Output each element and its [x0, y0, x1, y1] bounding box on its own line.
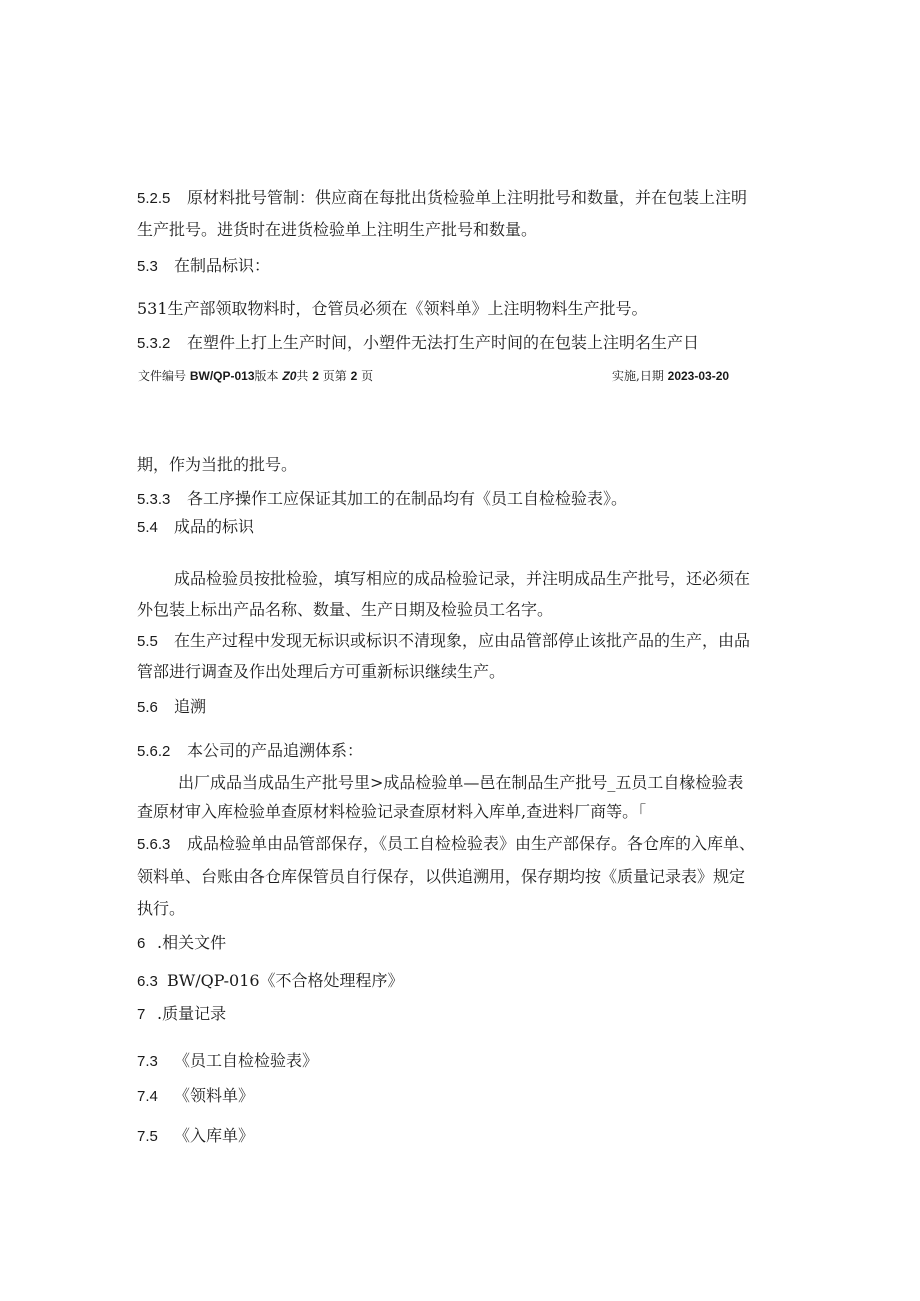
section-number: 7 — [137, 1006, 146, 1023]
para-5-4 — [137, 517, 254, 538]
para-5-2-5-line2 — [137, 220, 537, 240]
para-text: BW/QP-016《不合格处理程序》 — [167, 971, 404, 990]
para-number: 5.6.3 — [137, 836, 171, 853]
para-text: 在制品标识： — [174, 256, 271, 275]
para-5-4-body-line1 — [174, 569, 750, 589]
para-5-6-3-line2 — [137, 867, 745, 887]
footer-date: 2023-03-20 — [667, 369, 730, 383]
para-number: 5.6.2 — [137, 743, 171, 760]
para-text: 各工序操作工应保证其加工的在制品均有《员工自检检验表》。 — [187, 489, 628, 508]
para-text: 期，作为当批的批号。 — [137, 455, 298, 474]
para-text: 原材料批号管制：供应商在每批出货检验单上注明批号和数量，并在包装上注明 — [187, 188, 748, 207]
para-number: 5.2.5 — [137, 190, 171, 207]
para-text: 成品检验员按批检验，填写相应的成品检验记录，并注明成品生产批号，还必须在 — [174, 569, 751, 588]
para-number: 5.3.3 — [137, 491, 171, 508]
para-number: 7.5 — [137, 1128, 158, 1145]
footer-page-number: 2 — [350, 369, 358, 383]
para-text: 出厂成品当成品生产批号里>成品检验单—邑在制品生产批号_五员工自椽检验表 — [178, 773, 744, 792]
para-number: 6.3 — [137, 973, 158, 990]
para-number: 5.4 — [137, 519, 158, 536]
para-text: 执行。 — [137, 899, 186, 918]
footer-docno-label: 文件编号 — [138, 369, 187, 383]
para-5-3-2-line1 — [137, 333, 699, 354]
para-text: 本公司的产品追溯体系： — [187, 741, 364, 760]
para-5-3-2-line2 — [137, 455, 297, 475]
para-5-6-3-line1 — [137, 834, 755, 855]
page-footer — [138, 367, 758, 385]
para-text: 《员工自检检验表》 — [174, 1051, 319, 1070]
para-text: 生产批号。进货时在进货检验单上注明生产批号和数量。 — [137, 220, 538, 239]
para-number: 7.3 — [137, 1053, 158, 1070]
para-6-3 — [137, 971, 404, 992]
para-text: 531生产部领取物料时，仓管员必须在《领料单》上注明物料生产批号。 — [137, 299, 648, 318]
para-text: 在塑件上打上生产时间，小塑件无法打生产时间的在包装上注明名生产日 — [187, 333, 700, 352]
para-5-3-1 — [137, 299, 648, 319]
footer-date-block — [612, 367, 729, 385]
section-6-heading — [137, 933, 226, 954]
footer-total-pages: 2 — [312, 369, 319, 383]
para-5-5-line2 — [137, 662, 505, 682]
para-5-6-2-body-line2 — [137, 802, 646, 822]
para-5-4-body-line2 — [137, 600, 553, 620]
section-title: .质量记录 — [157, 1004, 227, 1023]
para-text: 领料单、台账由各仓库保管员自行保存，以供追溯用，保存期均按《质量记录表》规定 — [137, 867, 746, 886]
para-text: 成品的标识 — [174, 517, 255, 536]
footer-date-label: 实施,日期 — [612, 369, 664, 383]
para-number: 7.4 — [137, 1088, 158, 1105]
para-text: 查原材审入库检验单查原材料检验记录查原材料入库单,查进料厂商等。「 — [137, 802, 647, 821]
footer-page-label: 页第 — [322, 369, 347, 383]
para-5-6-3-line3 — [137, 899, 185, 919]
para-text: 管部进行调查及作出处理后方可重新标识继续生产。 — [137, 662, 506, 681]
footer-page-end: 页 — [361, 369, 374, 383]
para-5-6-2 — [137, 741, 363, 762]
para-7-4 — [137, 1086, 254, 1107]
footer-version: Z0 — [282, 369, 297, 383]
para-5-5-line1 — [137, 631, 750, 652]
para-number: 5.5 — [137, 633, 158, 650]
para-number: 5.6 — [137, 699, 158, 716]
para-5-3-3 — [137, 489, 627, 510]
footer-docno: BW/QP-013 — [189, 369, 255, 383]
para-text: 《领料单》 — [174, 1086, 255, 1105]
para-text: 追溯 — [174, 697, 207, 716]
para-7-5 — [137, 1126, 254, 1147]
para-5-6 — [137, 697, 206, 718]
para-text: 外包装上标出产品名称、数量、生产日期及检验员工名字。 — [137, 600, 554, 619]
para-7-3 — [137, 1051, 318, 1072]
para-5-3 — [137, 256, 270, 277]
para-number: 5.3.2 — [137, 335, 171, 352]
para-text: 《入库单》 — [174, 1126, 255, 1145]
para-text: 成品检验单由品管部保存，《员工自检检验表》由生产部保存。各仓库的入库单、 — [187, 834, 756, 853]
section-number: 6 — [137, 935, 146, 952]
para-5-2-5-line1 — [137, 188, 747, 209]
para-text: 在生产过程中发现无标识或标识不清现象，应由品管部停止该批产品的生产，由品 — [174, 631, 751, 650]
section-7-heading — [137, 1004, 226, 1025]
section-title: .相关文件 — [157, 933, 227, 952]
para-number: 5.3 — [137, 258, 158, 275]
para-5-6-2-body-line1 — [178, 773, 743, 793]
footer-total-label: 共 — [296, 369, 309, 383]
footer-version-label: 版本 — [254, 369, 279, 383]
